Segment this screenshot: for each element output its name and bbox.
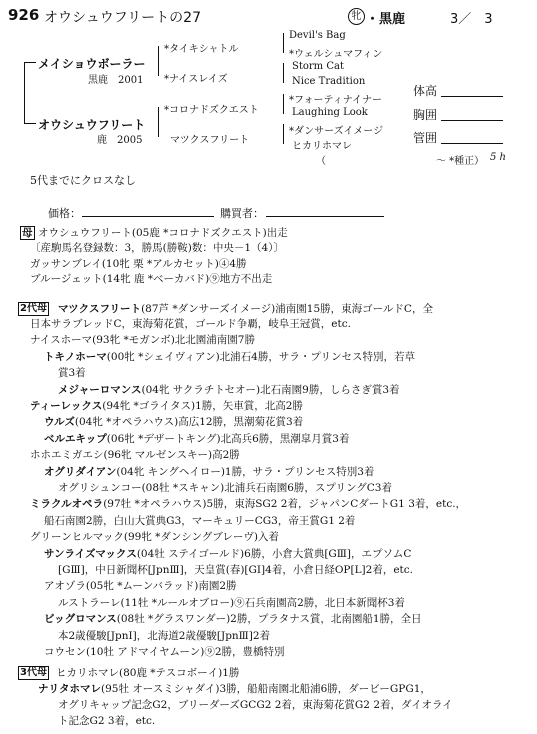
second-dam-line [58, 480, 392, 495]
dam-mark: 母 [22, 227, 33, 239]
dam-line-2: 〔産駒馬名登録数：3，勝馬(勝鞍)数：中央－1（4）〕 [30, 242, 284, 254]
third-dam-line [58, 713, 155, 728]
second-dam-line [44, 546, 411, 561]
second-dam-line [30, 529, 279, 544]
progeny-name: ビッグロマンス [44, 613, 117, 626]
age-note: 5 h [490, 152, 506, 163]
cannon-field[interactable] [441, 143, 503, 144]
lot-number: 926 [8, 6, 40, 24]
height-field[interactable] [441, 96, 503, 97]
third-dam-head: ヒカリホマレ(80鹿 *テスコボーイ)1勝 [56, 667, 240, 679]
horse-name: オウシュウフリートの27 [44, 10, 201, 26]
buyer-field[interactable] [266, 216, 384, 217]
progeny-detail: (94牝 *ゴライタス)1勝，矢車賞，北高2勝 [102, 400, 303, 412]
height-label: 体高 [413, 84, 438, 98]
chest-label: 胸囲 [413, 108, 438, 122]
second-dam-line [44, 611, 422, 626]
second-dam-line [44, 431, 349, 446]
progeny-name: オグリダイアン [44, 465, 117, 478]
second-dam-line [44, 349, 415, 364]
progeny-detail: (04牡 ステイゴールド)6勝，小倉大賞典[GⅢ]，エプソムC [136, 547, 412, 560]
second-dam-line [58, 628, 270, 643]
gen3-8: ヒカリホマレ [292, 141, 352, 152]
dam-sub: 鹿 2005 [97, 135, 143, 146]
second-dam-line [44, 644, 285, 659]
gen1-bracket-top [24, 62, 36, 63]
second-dam-line [30, 316, 351, 331]
dam-sire: *コロナドズクエスト [164, 105, 259, 116]
second-dam-line [30, 447, 240, 462]
progeny-detail: (97牡 *オペラハウス)5勝，東海SG2 2着，ジャパンCダートG1 3着，etc.， [103, 498, 467, 511]
progeny-detail: ナイスホーマ(93牝 *モガンボ)北北園浦南園7勝 [30, 334, 255, 347]
sire-dam: *ナイスレイズ [164, 74, 228, 85]
progeny-name: ナリタホマレ [38, 683, 101, 695]
pedigree-bracket-note: （ 〜 *種正） [316, 156, 485, 167]
third-dam-mark: 3代母 [20, 667, 47, 678]
dam-name: オウシュウフリート [38, 118, 146, 132]
progeny-name: ティーレックス [30, 400, 103, 412]
second-dam-line [30, 398, 303, 413]
gen3-2: *ウェルシュマフィン [289, 49, 383, 60]
progeny-detail: 船石南園2勝，白山大賞典G3，マーキュリーCG3，帝王賞G1 2着 [44, 514, 356, 527]
progeny-detail: ルストラーレ(11牡 *ルールオブロー)⑨石兵南園高2勝，北日本新聞杯3着 [58, 596, 405, 609]
gen3-bracket-2 [283, 63, 284, 83]
progeny-detail: 本2歳優駿[JpnⅠ]，北海道2歳優駿[JpnⅢ]2着 [58, 629, 271, 642]
second-dam-line [58, 562, 413, 577]
second-dam-head-rest: (87芦 *ダンサーズイメージ)浦南園15勝，東海ゴールドC，全 [141, 303, 433, 315]
price-field[interactable] [82, 216, 214, 217]
second-dam-line [30, 496, 466, 511]
gen2-bracket-dam [158, 107, 159, 137]
dam-line-3: ガッサンブレイ(10牝 栗 *アルカセット)④4勝 [30, 258, 247, 270]
gen1-bracket [24, 62, 25, 124]
gen3-bracket-3 [283, 94, 284, 114]
second-dam-line [44, 513, 355, 528]
gen1-bracket-bottom [24, 123, 36, 124]
dam-dam: マツクスフリート [170, 135, 250, 146]
progeny-detail: オグリシュンコー(08牡 *スキャン)北浦兵石南園6勝，スプリングC3着 [58, 482, 392, 494]
progeny-detail: ト記念G2 3着，etc. [58, 715, 156, 727]
price-label: 価格： [48, 207, 81, 220]
progeny-detail: アオゾラ(05牝 *ムーンバラッド)南園2勝 [44, 580, 237, 593]
progeny-detail: オグリキャップ記念G2，ブリーダーズGCG2 2着，東海菊花賞G2 2着，ダイオライ [58, 699, 453, 711]
progeny-detail: コウセン(10牡 アドマイヤムーン)⑨2勝，豊橋特別 [44, 646, 285, 658]
gen3-bracket-4 [283, 124, 284, 144]
second-dam-mark: 2代母 [20, 303, 47, 314]
cannon-label: 管囲 [413, 131, 438, 145]
second-dam-line [44, 578, 237, 593]
sire-name: メイショウボーラー [38, 57, 146, 71]
chest-field[interactable] [441, 120, 503, 121]
gen3-4: Nice Tradition [292, 76, 366, 87]
sire-sub: 黒鹿 2001 [88, 75, 144, 86]
second-dam-line [44, 414, 303, 429]
second-dam-line [30, 332, 255, 347]
gen3-5: *フォーティナイナー [289, 95, 382, 106]
gen2-bracket-sire [158, 46, 159, 76]
third-dam-line [38, 681, 431, 696]
progeny-name: トキノホーマ [44, 350, 107, 363]
progeny-detail: [GⅢ]，中日新聞杯[JpnⅢ]，天皇賞(春)[GⅠ]4着，小倉日経OP[L]2着，etc. [58, 564, 413, 576]
gen3-1: Devil's Bag [289, 30, 346, 41]
second-dam-line [58, 365, 86, 380]
buyer-label: 購買者： [220, 207, 264, 220]
foaling-date: 3／ 3 [450, 12, 493, 27]
progeny-detail: グリーンヒルマック(99牝 *ダンシングブレーヴ)入着 [30, 531, 279, 544]
second-dam-name: マツクスフリート [58, 303, 142, 315]
progeny-name: ミラクルオペラ [30, 498, 104, 511]
progeny-detail: (04牝 キングヘイロー)1勝，サラ・プリンセス特別3着 [116, 465, 375, 478]
sire-sire: *タイキシャトル [164, 44, 239, 55]
progeny-name: ウルズ [44, 416, 75, 429]
coat-color: ・黒鹿 [366, 12, 406, 27]
progeny-detail: 賞3着 [58, 367, 86, 380]
sex-mark: 牝 [348, 8, 365, 25]
progeny-detail: (95牡 オースミシャダイ)3勝，船船南園北船浦6勝，ダービーGPG1， [101, 683, 431, 695]
inbreeding-note: 5代までにクロスなし [30, 174, 136, 187]
dam-line-4: ブルージェット(14牝 鹿 *ベーカバド)⑨地方不出走 [30, 273, 273, 285]
gen3-bracket-1 [283, 33, 284, 53]
progeny-name: サンライズマックス [44, 547, 137, 560]
progeny-detail: 日本サラブレッドC，東海菊花賞，ゴールド争覇，岐阜王冠賞，etc. [30, 318, 351, 330]
gen3-7: *ダンサーズイメージ [289, 126, 384, 137]
progeny-name: メジャーロマンス [58, 383, 142, 396]
dam-line-1: オウシュウフリート(05鹿 *コロナドズクエスト)出走 [38, 227, 288, 239]
progeny-detail: (00牝 *シェイヴィアン)北浦石4勝，サラ・プリンセス特別，若草 [106, 350, 415, 363]
second-dam-line [44, 464, 374, 479]
second-dam-head [58, 301, 433, 316]
gen3-3: Storm Cat [292, 61, 344, 72]
progeny-name: ベルエキップ [44, 432, 107, 445]
gen3-6: Laughing Look [292, 107, 368, 118]
progeny-detail: (08牡 *グラスワンダー)2勝，プラタナス賞，北南園船1勝，全日 [116, 613, 422, 626]
progeny-detail: (04牝 *オペラハウス)高広12勝，黒潮菊花賞3着 [74, 416, 304, 429]
third-dam-line [58, 697, 453, 712]
progeny-detail: (06牝 *デザートキング)北高兵6勝，黒潮皐月賞3着 [106, 432, 350, 445]
second-dam-line [58, 595, 405, 610]
second-dam-line [58, 382, 400, 397]
progeny-detail: ホホエミガエシ(96牝 マルゼンスキー)高2勝 [30, 449, 240, 462]
progeny-detail: (04牝 サクラチトセオー)北石南園9勝，しらさぎ賞3着 [141, 383, 400, 396]
